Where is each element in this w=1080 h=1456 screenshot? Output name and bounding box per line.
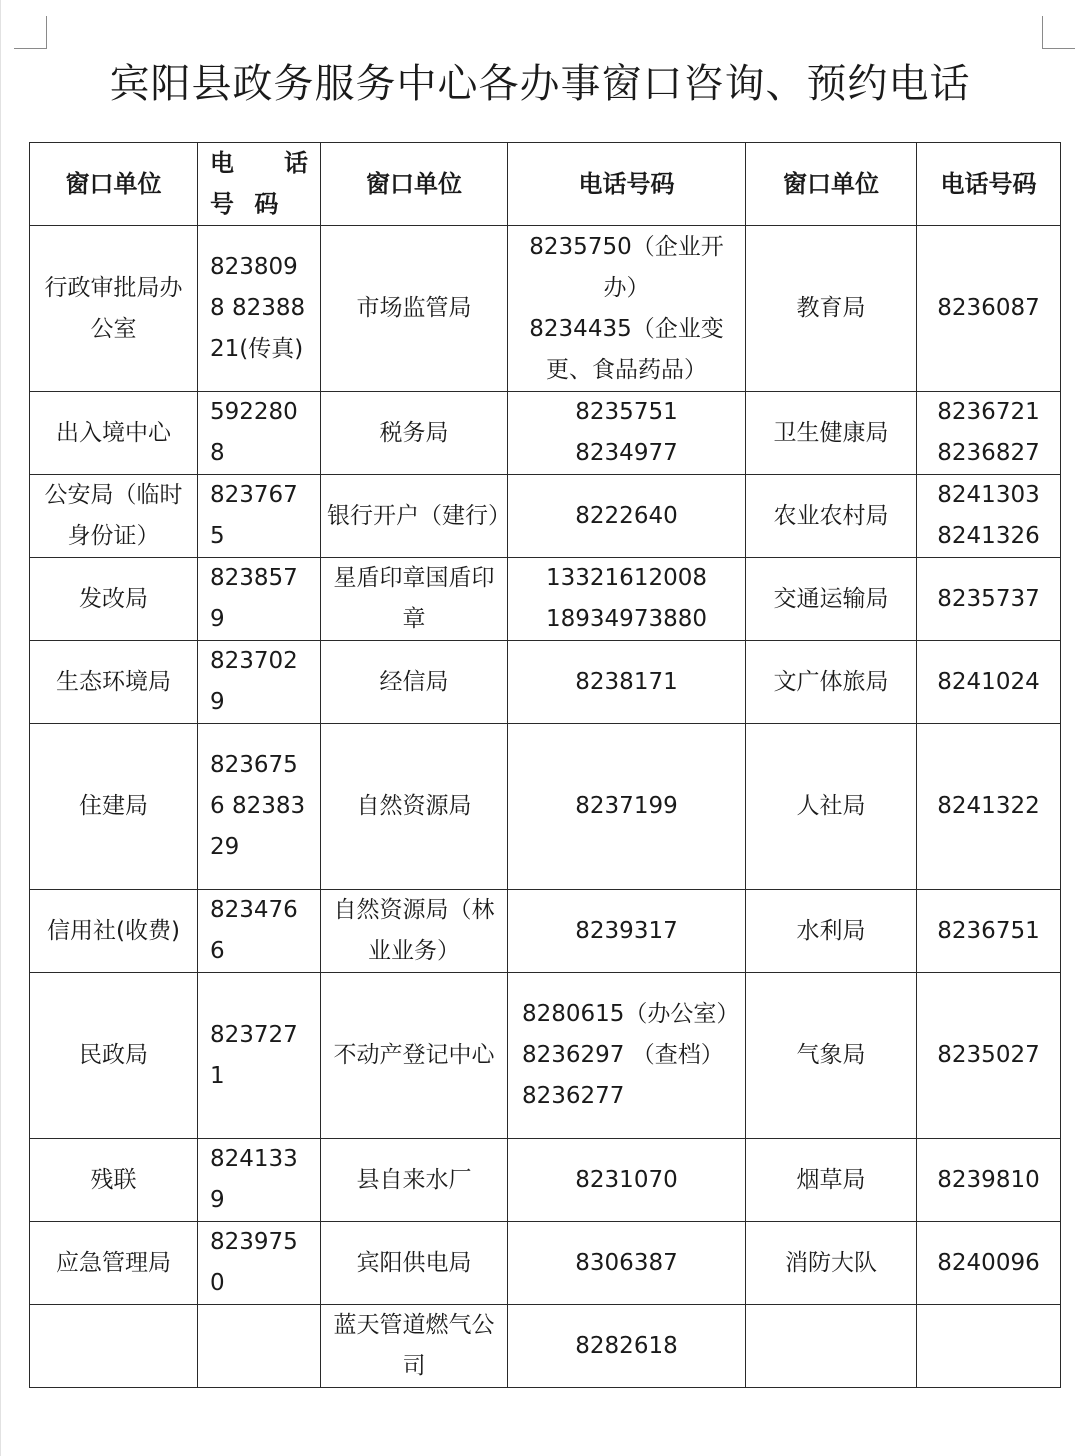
unit-cell: 民政局 — [30, 973, 198, 1139]
table-row — [30, 392, 1061, 475]
unit-cell: 生态环境局 — [30, 641, 198, 724]
phone-cell: 8237029 — [198, 641, 321, 724]
unit-cell: 不动产登记中心 — [321, 973, 508, 1139]
phone-cell: 8237675 — [198, 475, 321, 558]
phone-cell — [508, 226, 746, 392]
crop-mark-top-left — [14, 16, 47, 49]
table-body — [30, 226, 1061, 1388]
unit-cell: 信用社(收费) — [30, 890, 198, 973]
unit-cell: 农业农村局 — [746, 475, 917, 558]
phone-line: 8241322 — [937, 793, 1040, 819]
unit-cell: 自然资源局（林业业务） — [321, 890, 508, 973]
phone-line: 8231070 — [575, 1166, 678, 1193]
phone-cell: 8238098 8238821(传真) — [198, 226, 321, 392]
phone-cell — [508, 1305, 746, 1388]
phone-line: 8235737 — [937, 585, 1040, 612]
unit-cell: 自然资源局 — [321, 724, 508, 890]
phone-cell — [508, 890, 746, 973]
unit-cell — [746, 1305, 917, 1388]
unit-cell: 市场监管局 — [321, 226, 508, 392]
phone-line: 8239317 — [575, 917, 678, 944]
phone-cell — [917, 973, 1061, 1139]
unit-cell: 交通运输局 — [746, 558, 917, 641]
phone-cell — [508, 1222, 746, 1305]
unit-cell: 出入境中心 — [30, 392, 198, 475]
phone-line: 8236297 （查档） — [522, 1042, 724, 1068]
header-unit-2: 窗口单位 — [321, 143, 508, 226]
phone-line: 8236721 — [937, 399, 1040, 425]
unit-cell: 星盾印章国盾印章 — [321, 558, 508, 641]
phone-line: 8234435（企业变更、食品药品） — [529, 315, 724, 383]
phone-line: 8235751 — [575, 399, 678, 425]
header-unit-3: 窗口单位 — [746, 143, 917, 226]
phone-cell — [508, 558, 746, 641]
unit-cell: 蓝天管道燃气公司 — [321, 1305, 508, 1388]
phone-line: 13321612008 — [546, 565, 707, 591]
phone-line: 8235750（企业开办） — [529, 233, 724, 301]
phone-cell — [917, 890, 1061, 973]
unit-cell: 水利局 — [746, 890, 917, 973]
unit-cell: 税务局 — [321, 392, 508, 475]
phone-cell — [917, 558, 1061, 641]
unit-cell: 应急管理局 — [30, 1222, 198, 1305]
phone-cell — [508, 641, 746, 724]
table-row — [30, 724, 1061, 890]
phone-cell: 8238579 — [198, 558, 321, 641]
phone-cell — [508, 973, 746, 1139]
unit-cell: 教育局 — [746, 226, 917, 392]
phone-line: 8236751 — [937, 917, 1040, 944]
phone-line: 8241303 — [937, 482, 1040, 508]
unit-cell: 县自来水厂 — [321, 1139, 508, 1222]
phone-line: 8234977 — [575, 440, 678, 466]
table-row — [30, 1305, 1061, 1388]
phone-line: 8280615（办公室） — [522, 1001, 740, 1027]
header-phone-1: 电 话 号 码 — [198, 143, 321, 226]
phone-cell: 8236756 8238329 — [198, 724, 321, 890]
unit-cell: 经信局 — [321, 641, 508, 724]
phone-cell — [917, 1139, 1061, 1222]
unit-cell: 消防大队 — [746, 1222, 917, 1305]
unit-cell: 气象局 — [746, 973, 917, 1139]
phone-cell: 8234766 — [198, 890, 321, 973]
phone-cell — [508, 1139, 746, 1222]
phone-cell — [917, 1305, 1061, 1388]
header-phone-3: 电话号码 — [917, 143, 1061, 226]
unit-cell: 发改局 — [30, 558, 198, 641]
phone-cell: 5922808 — [198, 392, 321, 475]
unit-cell: 烟草局 — [746, 1139, 917, 1222]
table-row — [30, 1222, 1061, 1305]
header-unit-1: 窗口单位 — [30, 143, 198, 226]
unit-cell: 公安局（临时身份证） — [30, 475, 198, 558]
phone-cell — [508, 475, 746, 558]
table-row — [30, 226, 1061, 392]
phone-cell — [508, 392, 746, 475]
phone-cell: 8237271 — [198, 973, 321, 1139]
table-row — [30, 558, 1061, 641]
phone-cell: 8239750 — [198, 1222, 321, 1305]
unit-cell: 人社局 — [746, 724, 917, 890]
phone-cell — [198, 1305, 321, 1388]
phone-cell — [917, 226, 1061, 392]
phone-line: 8237199 — [575, 793, 678, 819]
phone-line: 8236087 — [937, 295, 1040, 321]
phone-line: 8241326 — [937, 523, 1040, 549]
phone-line: 8306387 — [575, 1249, 678, 1276]
phone-line: 8282618 — [575, 1332, 678, 1359]
phone-line: 8239810 — [937, 1166, 1040, 1193]
unit-cell: 住建局 — [30, 724, 198, 890]
unit-cell: 文广体旅局 — [746, 641, 917, 724]
phone-line: 8236827 — [937, 440, 1040, 466]
unit-cell: 残联 — [30, 1139, 198, 1222]
page-title: 宾阳县政务服务中心各办事窗口咨询、预约电话 — [109, 61, 971, 107]
phone-cell — [917, 1222, 1061, 1305]
phone-cell — [917, 392, 1061, 475]
table-row — [30, 641, 1061, 724]
phone-line: 8236277 — [522, 1083, 625, 1109]
phone-line: 18934973880 — [546, 606, 707, 632]
phone-line: 8240096 — [937, 1249, 1040, 1276]
phone-cell — [917, 724, 1061, 890]
unit-cell: 银行开户（建行） — [321, 475, 508, 558]
unit-cell: 卫生健康局 — [746, 392, 917, 475]
unit-cell — [30, 1305, 198, 1388]
crop-mark-top-right — [1042, 16, 1075, 49]
table-row — [30, 1139, 1061, 1222]
unit-cell: 行政审批局办公室 — [30, 226, 198, 392]
table-row — [30, 973, 1061, 1139]
unit-cell: 宾阳供电局 — [321, 1222, 508, 1305]
phone-line: 8222640 — [575, 502, 678, 529]
phone-cell — [917, 641, 1061, 724]
phone-cell: 8241339 — [198, 1139, 321, 1222]
phone-line: 8241024 — [937, 668, 1040, 695]
phone-cell — [917, 475, 1061, 558]
table-row — [30, 475, 1061, 558]
table-row — [30, 890, 1061, 973]
phone-cell — [508, 724, 746, 890]
phone-line: 8238171 — [575, 668, 678, 695]
header-phone-2: 电话号码 — [508, 143, 746, 226]
phone-line: 8235027 — [937, 1042, 1040, 1068]
header-row — [30, 143, 1061, 226]
contact-table — [29, 142, 1061, 1388]
